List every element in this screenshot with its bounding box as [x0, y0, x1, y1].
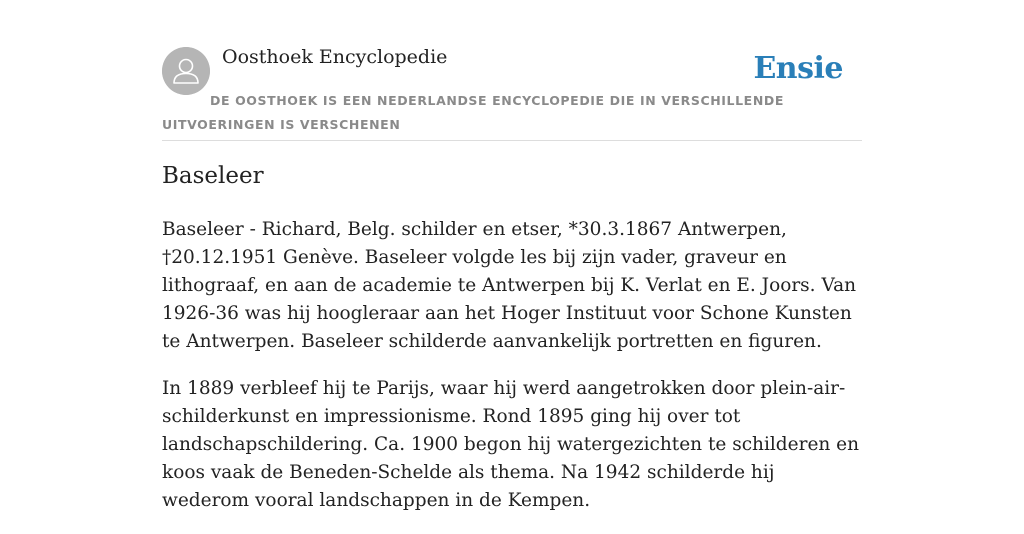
site-tagline: DE OOSTHOEK IS EEN NEDERLANDSE ENCYCLOPEDIE DIE IN VERSCHILLENDE UITVOERINGEN IS VERSCHENEN — [162, 93, 784, 132]
site-name-link[interactable]: Oosthoek Encyclopedie — [222, 46, 448, 68]
article-title: Baseleer — [162, 163, 264, 189]
page — [162, 0, 862, 511]
user-silhouette-icon[interactable] — [162, 47, 210, 95]
site-header — [162, 0, 862, 141]
article-paragraph: Baseleer - Richard, Belg. schilder en etser, *30.3.1867 Antwerpen, †20.12.1951 Genève. Baseleer volgde les bij zijn vader, graveur en lithograaf, en aan de academie te Antwerpen bij K. Verlat en E. Joors. Van 1926-36 was hij hoogleraar aan het Hoger Instituut voor Schone Kunsten te Antwerpen. Baseleer schilderde aanvankelijk portretten en figuren. — [162, 219, 857, 352]
brand-logo[interactable]: Ensie — [753, 51, 843, 86]
article-paragraph: In 1889 verbleef hij te Parijs, waar hij werd aangetrokken door plein-air-schilderkunst en impressionisme. Rond 1895 ging hij over tot landschapschildering. Ca. 1900 begon hij watergezichten te schilderen en koos vaak de Beneden-Schelde als thema. Na 1942 schilderde hij wederom vooral landschappen in de Kempen. — [162, 378, 860, 511]
article-body — [162, 216, 862, 534]
